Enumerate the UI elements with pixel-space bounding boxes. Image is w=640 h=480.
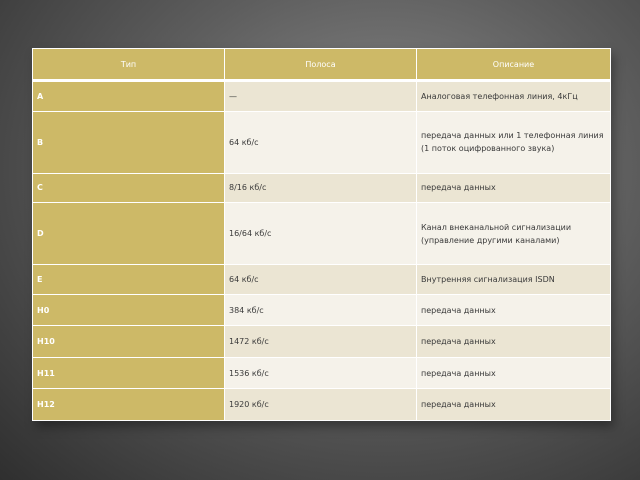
header-band: Полоса: [225, 49, 417, 81]
header-type: Тип: [33, 49, 225, 81]
table-row: [33, 265, 611, 295]
cell-type: H12: [33, 389, 225, 421]
table-row: [33, 357, 611, 389]
cell-description: передача данных: [417, 326, 611, 358]
cell-description: Внутренняя сигнализация ISDN: [417, 265, 611, 295]
cell-type: H0: [33, 294, 225, 326]
channel-types-table: [32, 48, 611, 421]
table-row: [33, 81, 611, 112]
cell-description: передача данных или 1 телефонная линия (1 поток оцифрованного звука): [417, 111, 611, 173]
cell-description: передача данных: [417, 357, 611, 389]
cell-band: 64 кб/с: [225, 265, 417, 295]
cell-type: D: [33, 203, 225, 265]
table-row: [33, 111, 611, 173]
cell-band: 16/64 кб/с: [225, 203, 417, 265]
table-header-row: [33, 49, 611, 81]
cell-description: Аналоговая телефонная линия, 4кГц: [417, 81, 611, 112]
cell-type: E: [33, 265, 225, 295]
cell-description: передача данных: [417, 294, 611, 326]
cell-band: 1472 кб/с: [225, 326, 417, 358]
table-row: [33, 326, 611, 358]
cell-description: передача данных: [417, 173, 611, 203]
table-row: [33, 389, 611, 421]
cell-band: 8/16 кб/с: [225, 173, 417, 203]
table-row: [33, 294, 611, 326]
cell-band: —: [225, 81, 417, 112]
cell-type: H10: [33, 326, 225, 358]
header-description: Описание: [417, 49, 611, 81]
cell-type: A: [33, 81, 225, 112]
cell-type: B: [33, 111, 225, 173]
cell-type: C: [33, 173, 225, 203]
cell-band: 1920 кб/с: [225, 389, 417, 421]
cell-band: 1536 кб/с: [225, 357, 417, 389]
cell-band: 384 кб/с: [225, 294, 417, 326]
cell-type: H11: [33, 357, 225, 389]
cell-description: передача данных: [417, 389, 611, 421]
table-row: [33, 173, 611, 203]
cell-band: 64 кб/с: [225, 111, 417, 173]
cell-description: Канал внеканальной сигнализации (управление другими каналами): [417, 203, 611, 265]
table-row: [33, 203, 611, 265]
